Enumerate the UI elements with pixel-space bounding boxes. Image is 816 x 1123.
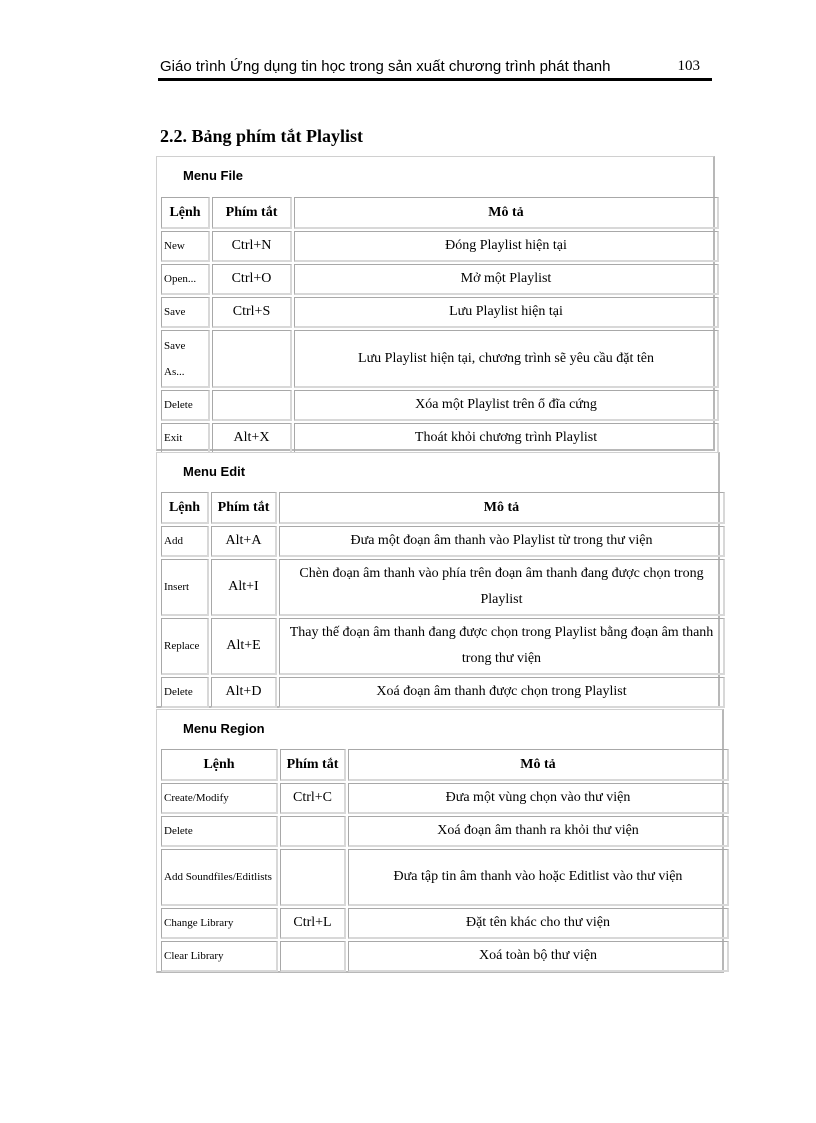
table-row <box>161 390 719 421</box>
description-cell: Xoá đoạn âm thanh ra khỏi thư viện <box>348 816 729 847</box>
description-cell: Đóng Playlist hiện tại <box>294 231 719 262</box>
description-cell: Xoá toàn bộ thư viện <box>348 941 729 972</box>
command-cell: Exit <box>161 423 210 454</box>
menu-file-block <box>156 156 715 451</box>
page-number: 103 <box>677 58 700 74</box>
section-title: 2.2. Bảng phím tắt Playlist <box>160 126 364 146</box>
command-cell: Open... <box>161 264 210 295</box>
shortcut-cell: Ctrl+C <box>280 783 346 814</box>
column-header-shortcut: Phím tắt <box>280 749 346 781</box>
menu-region-table <box>159 747 731 974</box>
table-row <box>161 423 719 454</box>
command-cell: Clear Library <box>161 941 278 972</box>
description-cell: Mở một Playlist <box>294 264 719 295</box>
description-cell: Thoát khỏi chương trình Playlist <box>294 423 719 454</box>
shortcut-cell <box>212 390 292 421</box>
shortcut-cell: Alt+I <box>211 559 277 616</box>
command-cell: Add <box>161 526 209 557</box>
shortcut-cell <box>212 330 292 388</box>
description-cell: Xóa một Playlist trên ổ đĩa cứng <box>294 390 719 421</box>
description-cell: Đưa tập tin âm thanh vào hoặc Editlist vào thư viện <box>348 849 729 906</box>
page-header <box>158 56 712 81</box>
menu-edit-block <box>156 452 720 708</box>
header-title: Giáo trình Ứng dụng tin học trong sản xuất chương trình phát thanh <box>160 58 611 75</box>
column-header-shortcut: Phím tắt <box>212 197 292 229</box>
shortcut-cell: Ctrl+N <box>212 231 292 262</box>
table-row <box>161 941 729 972</box>
column-header-description: Mô tả <box>279 492 725 524</box>
command-cell: Delete <box>161 677 209 708</box>
column-header-description: Mô tả <box>348 749 729 781</box>
menu-file-title: Menu File <box>183 168 243 183</box>
column-header-command: Lệnh <box>161 492 209 524</box>
command-cell: Delete <box>161 390 210 421</box>
shortcut-cell: Alt+X <box>212 423 292 454</box>
shortcut-cell: Ctrl+L <box>280 908 346 939</box>
description-cell: Thay thế đoạn âm thanh đang được chọn trong Playlist bằng đoạn âm thanh trong thư viện <box>279 618 725 675</box>
shortcut-cell: Ctrl+O <box>212 264 292 295</box>
menu-region-block <box>156 709 724 973</box>
table-row <box>161 330 719 388</box>
menu-edit-title: Menu Edit <box>183 464 246 479</box>
description-cell: Đưa một vùng chọn vào thư viện <box>348 783 729 814</box>
table-row <box>161 816 729 847</box>
command-cell: Change Library <box>161 908 278 939</box>
command-cell: Insert <box>161 559 209 616</box>
description-cell: Đặt tên khác cho thư viện <box>348 908 729 939</box>
command-cell: New <box>161 231 210 262</box>
shortcut-cell <box>280 849 346 906</box>
description-cell: Lưu Playlist hiện tại, chương trình sẽ yêu cầu đặt tên <box>294 330 719 388</box>
shortcut-cell: Alt+D <box>211 677 277 708</box>
table-header-row <box>161 749 729 781</box>
shortcut-cell <box>280 941 346 972</box>
command-cell: Save As... <box>161 330 210 388</box>
command-cell: Delete <box>161 816 278 847</box>
column-header-command: Lệnh <box>161 749 278 781</box>
table-header-row <box>161 492 725 524</box>
table-row <box>161 526 725 557</box>
shortcut-cell: Alt+E <box>211 618 277 675</box>
description-cell: Chèn đoạn âm thanh vào phía trên đoạn âm thanh đang được chọn trong Playlist <box>279 559 725 616</box>
command-cell: Create/Modify <box>161 783 278 814</box>
description-cell: Xoá đoạn âm thanh được chọn trong Playlist <box>279 677 725 708</box>
shortcut-cell: Alt+A <box>211 526 277 557</box>
menu-edit-table <box>159 490 727 710</box>
table-row <box>161 231 719 262</box>
table-row <box>161 677 725 708</box>
table-row <box>161 559 725 616</box>
menu-file-table <box>159 195 721 456</box>
table-row <box>161 264 719 295</box>
table-row <box>161 618 725 675</box>
command-cell: Replace <box>161 618 209 675</box>
column-header-shortcut: Phím tắt <box>211 492 277 524</box>
shortcut-cell <box>280 816 346 847</box>
table-row <box>161 297 719 328</box>
column-header-command: Lệnh <box>161 197 210 229</box>
command-cell: Save <box>161 297 210 328</box>
shortcut-cell: Ctrl+S <box>212 297 292 328</box>
menu-region-title: Menu Region <box>183 721 265 736</box>
column-header-description: Mô tả <box>294 197 719 229</box>
table-header-row <box>161 197 719 229</box>
command-cell: Add Soundfiles/Editlists <box>161 849 278 906</box>
description-cell: Đưa một đoạn âm thanh vào Playlist từ trong thư viện <box>279 526 725 557</box>
table-row <box>161 908 729 939</box>
description-cell: Lưu Playlist hiện tại <box>294 297 719 328</box>
table-row <box>161 783 729 814</box>
table-row <box>161 849 729 906</box>
